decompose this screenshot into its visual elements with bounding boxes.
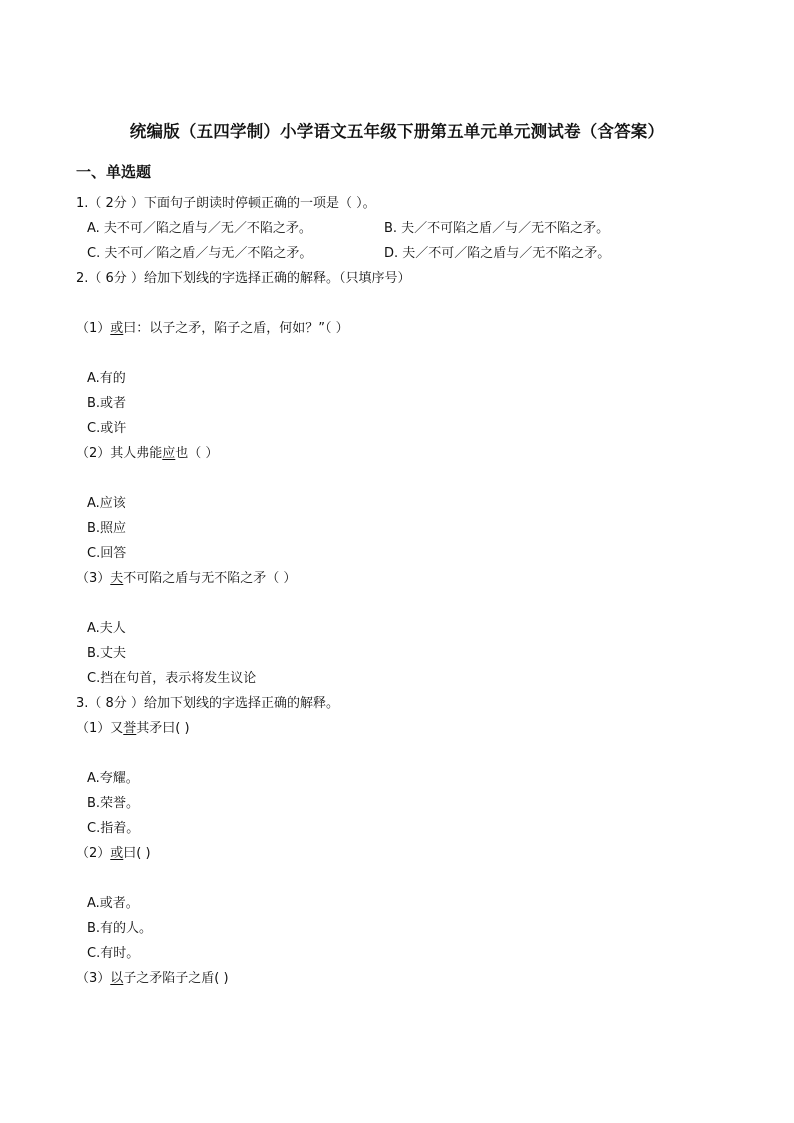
question-2-sub-1 — [76, 320, 349, 338]
sub-suffix: 子之矛陷子之盾( ) — [123, 971, 229, 986]
question-2-2-option-a: A.应该 — [87, 496, 126, 511]
sub-prefix: （1） — [76, 321, 111, 336]
page-title: 统编版（五四学制）小学语文五年级下册第五单元单元测试卷（含答案） — [129, 122, 665, 141]
sub-suffix: 曰( ) — [123, 846, 151, 861]
question-3-sub-2 — [76, 845, 151, 863]
section-heading: 一、单选题 — [76, 163, 152, 181]
question-2-3-option-b: B.丈夫 — [87, 646, 127, 661]
question-3-2-option-b: B.有的人。 — [87, 921, 153, 936]
sub-prefix: （2） — [76, 846, 111, 861]
sub-suffix: 也（ ） — [175, 446, 219, 461]
question-1-option-c: C. 夫不可／陷之盾／与无／不陷之矛。 — [87, 246, 313, 261]
underlined-char: 夫 — [110, 571, 124, 586]
question-3-stem: 3.（ 8分 ）给加下划线的字选择正确的解释。 — [76, 696, 339, 711]
question-2-1-option-a: A.有的 — [87, 371, 126, 386]
question-2-sub-3 — [76, 570, 296, 588]
question-2-3-option-c: C.挡在句首，表示将发生议论 — [87, 671, 257, 686]
question-3-sub-3 — [76, 970, 229, 988]
underlined-char: 以 — [110, 971, 124, 986]
sub-prefix: （1）又 — [76, 721, 124, 736]
underlined-char: 应 — [162, 446, 176, 461]
sub-prefix: （3） — [76, 571, 111, 586]
question-2-sub-2 — [76, 445, 218, 463]
question-2-stem: 2.（ 6分 ）给加下划线的字选择正确的解释。（只填序号） — [76, 271, 411, 286]
sub-prefix: （2）其人弗能 — [76, 446, 163, 461]
sub-prefix: （3） — [76, 971, 111, 986]
question-2-2-option-b: B.照应 — [87, 521, 127, 536]
question-2-3-option-a: A.夫人 — [87, 621, 126, 636]
underlined-char: 或 — [110, 321, 124, 336]
sub-suffix: 其矛曰( ) — [136, 721, 190, 736]
question-3-1-option-b: B.荣誉。 — [87, 796, 140, 811]
sub-suffix: 不可陷之盾与无不陷之矛（ ） — [123, 571, 297, 586]
question-1-option-d: D. 夫／不可／陷之盾与／无不陷之矛。 — [384, 246, 611, 261]
underlined-char: 誉 — [123, 721, 137, 736]
question-3-1-option-a: A.夸耀。 — [87, 771, 139, 786]
question-2-2-option-c: C.回答 — [87, 546, 127, 561]
question-2-1-option-c: C.或许 — [87, 421, 127, 436]
sub-suffix: 曰：以子之矛，陷子之盾，何如？”（ ） — [123, 321, 349, 336]
underlined-char: 或 — [110, 846, 124, 861]
question-1-stem: 1.（ 2分 ）下面句子朗读时停顿正确的一项是（ ）。 — [76, 196, 376, 211]
question-3-sub-1 — [76, 720, 190, 738]
question-3-2-option-a: A.或者。 — [87, 896, 139, 911]
question-2-1-option-b: B.或者 — [87, 396, 127, 411]
question-3-1-option-c: C.指着。 — [87, 821, 140, 836]
question-3-2-option-c: C.有时。 — [87, 946, 140, 961]
question-1-option-a: A. 夫不可／陷之盾与／无／不陷之矛。 — [87, 221, 312, 236]
question-1-option-b: B. 夫／不可陷之盾／与／无不陷之矛。 — [384, 221, 610, 236]
